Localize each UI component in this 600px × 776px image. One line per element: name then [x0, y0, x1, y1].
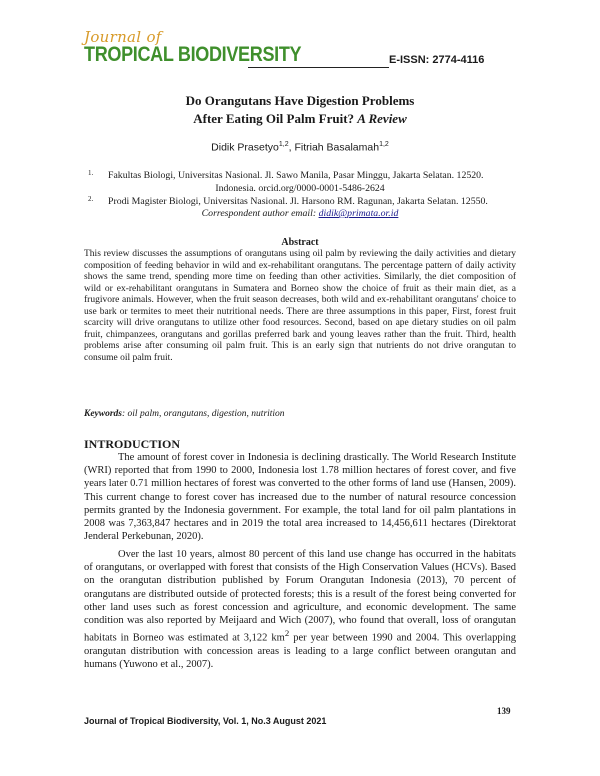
paragraph-text	[84, 548, 516, 671]
keywords	[84, 409, 285, 419]
paragraph-text: The amount of forest cover in Indonesia is declining drastically. The World Research Institute (WRI) reported that from 1990 to 2000, Indonesia lost 1.78 million hectares of forest cover, and five years later 0.71 million hectares of forest was converted to the other forms of land use (Hansen, 2009). This current change to forest cover has increased due to the number of natural resource concession permits granted by the Indonesia government. For example, the total land for oil palm plantations in 2008 was 7,363,847 hectares and in 2019 the total area increased to 14,456,611 hectares (Direktorat Jenderal Perkebunan, 2020).	[84, 452, 516, 543]
page-number: 139	[497, 706, 511, 716]
correspondent-line	[84, 208, 516, 221]
correspondent-email-link[interactable]: didik@primata.or.id	[318, 208, 399, 219]
journal-header	[84, 28, 524, 74]
paper-title-line1: Do Orangutans Have Digestion Problems	[185, 93, 415, 108]
paper-title-line2	[84, 110, 516, 128]
keywords-text: : oil palm, orangutans, digestion, nutrition	[122, 409, 285, 419]
correspondent-label: Correspondent author email:	[201, 208, 317, 219]
header-rule	[248, 67, 389, 68]
paper-title-main: After Eating Oil Palm Fruit?	[193, 111, 355, 126]
affiliation-2-line1: Prodi Magister Biologi, Universitas Nasional. Jl. Harsono RM. Ragunan, Jakarta Selatan. 12550.	[108, 196, 488, 207]
paper-title-italic: A Review	[357, 111, 407, 126]
paragraph-text-part: Over the last 10 years, almost 80 percent of this land use change has occurred in the habitats of orangutans, or overlapped with forest that consists of the High Conservation Values (HCVs). Based on the orangutan distribution published by Forum Orangutan Indonesia (2013), 70 percent of orangutans are distributed outside of protected forests; this is a result of the forest being converted for other land uses such as forest concession and agriculture, and economic development. The same condition was also reported by Meijaard and Wich (2007), who found that overall, loss of orangutan habitats in Borneo was estimated at 3,122 km	[84, 549, 516, 644]
author-affiliation-sup: 1,2	[278, 141, 289, 148]
affiliation-1-line1: Fakultas Biologi, Universitas Nasional. Jl. Sawo Manila, Pasar Minggu, Jakarta Selatan. 12520.	[108, 170, 484, 181]
footer-citation: Journal of Tropical Biodiversity, Vol. 1, No.3 August 2021	[84, 716, 327, 726]
superscript: 2	[284, 628, 290, 639]
journal-logo-title: TROPICAL BIODIVERSITY	[84, 43, 302, 66]
abstract-text: This review discusses the assumptions of orangutans using oil palm by reviewing the daily activities and dietary composition of feeding behavior in wild and ex-rehabilitant orangutans. The percentage pattern of daily activity shows the same trend, spending more time on feeding than other activities. Similarly, the diet composition of wild or ex-rehabilitant orangutans in Sumatera and Borneo show the choice of fruit as their main diet, as a frugivore animals. However, when the fruit season decreases, both wild and ex-rehabilitant orangutans' choice to use bark or termites to meet their nutritional needs. There are three assumptions in this paper, First, forest fruit scarcity will drive orangutans to utilize other food resources. Second, based on ape dietary studies on oil palm fruit, chimpanzees, orangutans and gorillas preferred bark and young leaves rather than the fruit. Third, health problems arise after consuming oil palm fruit. This is an early sign that nutrients do not drive orangutan to consume oil palm fruit.	[84, 249, 516, 363]
author-affiliation-sup: 1,2	[379, 141, 389, 148]
introduction-paragraph-2	[84, 548, 516, 671]
abstract-heading: Abstract	[281, 237, 319, 248]
author-name: Didik Prasetyo	[211, 141, 279, 154]
author-name: Fitriah Basalamah	[294, 141, 380, 154]
author-separator: ,	[288, 141, 295, 154]
introduction-paragraph-1	[84, 451, 516, 543]
author-list	[84, 141, 516, 154]
affiliation-number: 1.	[88, 169, 94, 177]
introduction-heading: INTRODUCTION	[84, 437, 181, 451]
eissn: E-ISSN: 2774-4116	[389, 54, 485, 66]
affiliation-number: 2.	[88, 195, 94, 203]
affiliation-1-line2: Indonesia. orcid.org/0000-0001-5486-2624	[215, 183, 385, 194]
paragraph-text-part: per year between 1990 and 2004. This overlapping orangutan distribution with concession areas is leading to a large conflict between orangutan and humans (Yuwono et al., 2007).	[84, 632, 516, 671]
journal-logo-script: Journal of	[84, 28, 162, 46]
keywords-label: Keywords	[84, 409, 122, 419]
